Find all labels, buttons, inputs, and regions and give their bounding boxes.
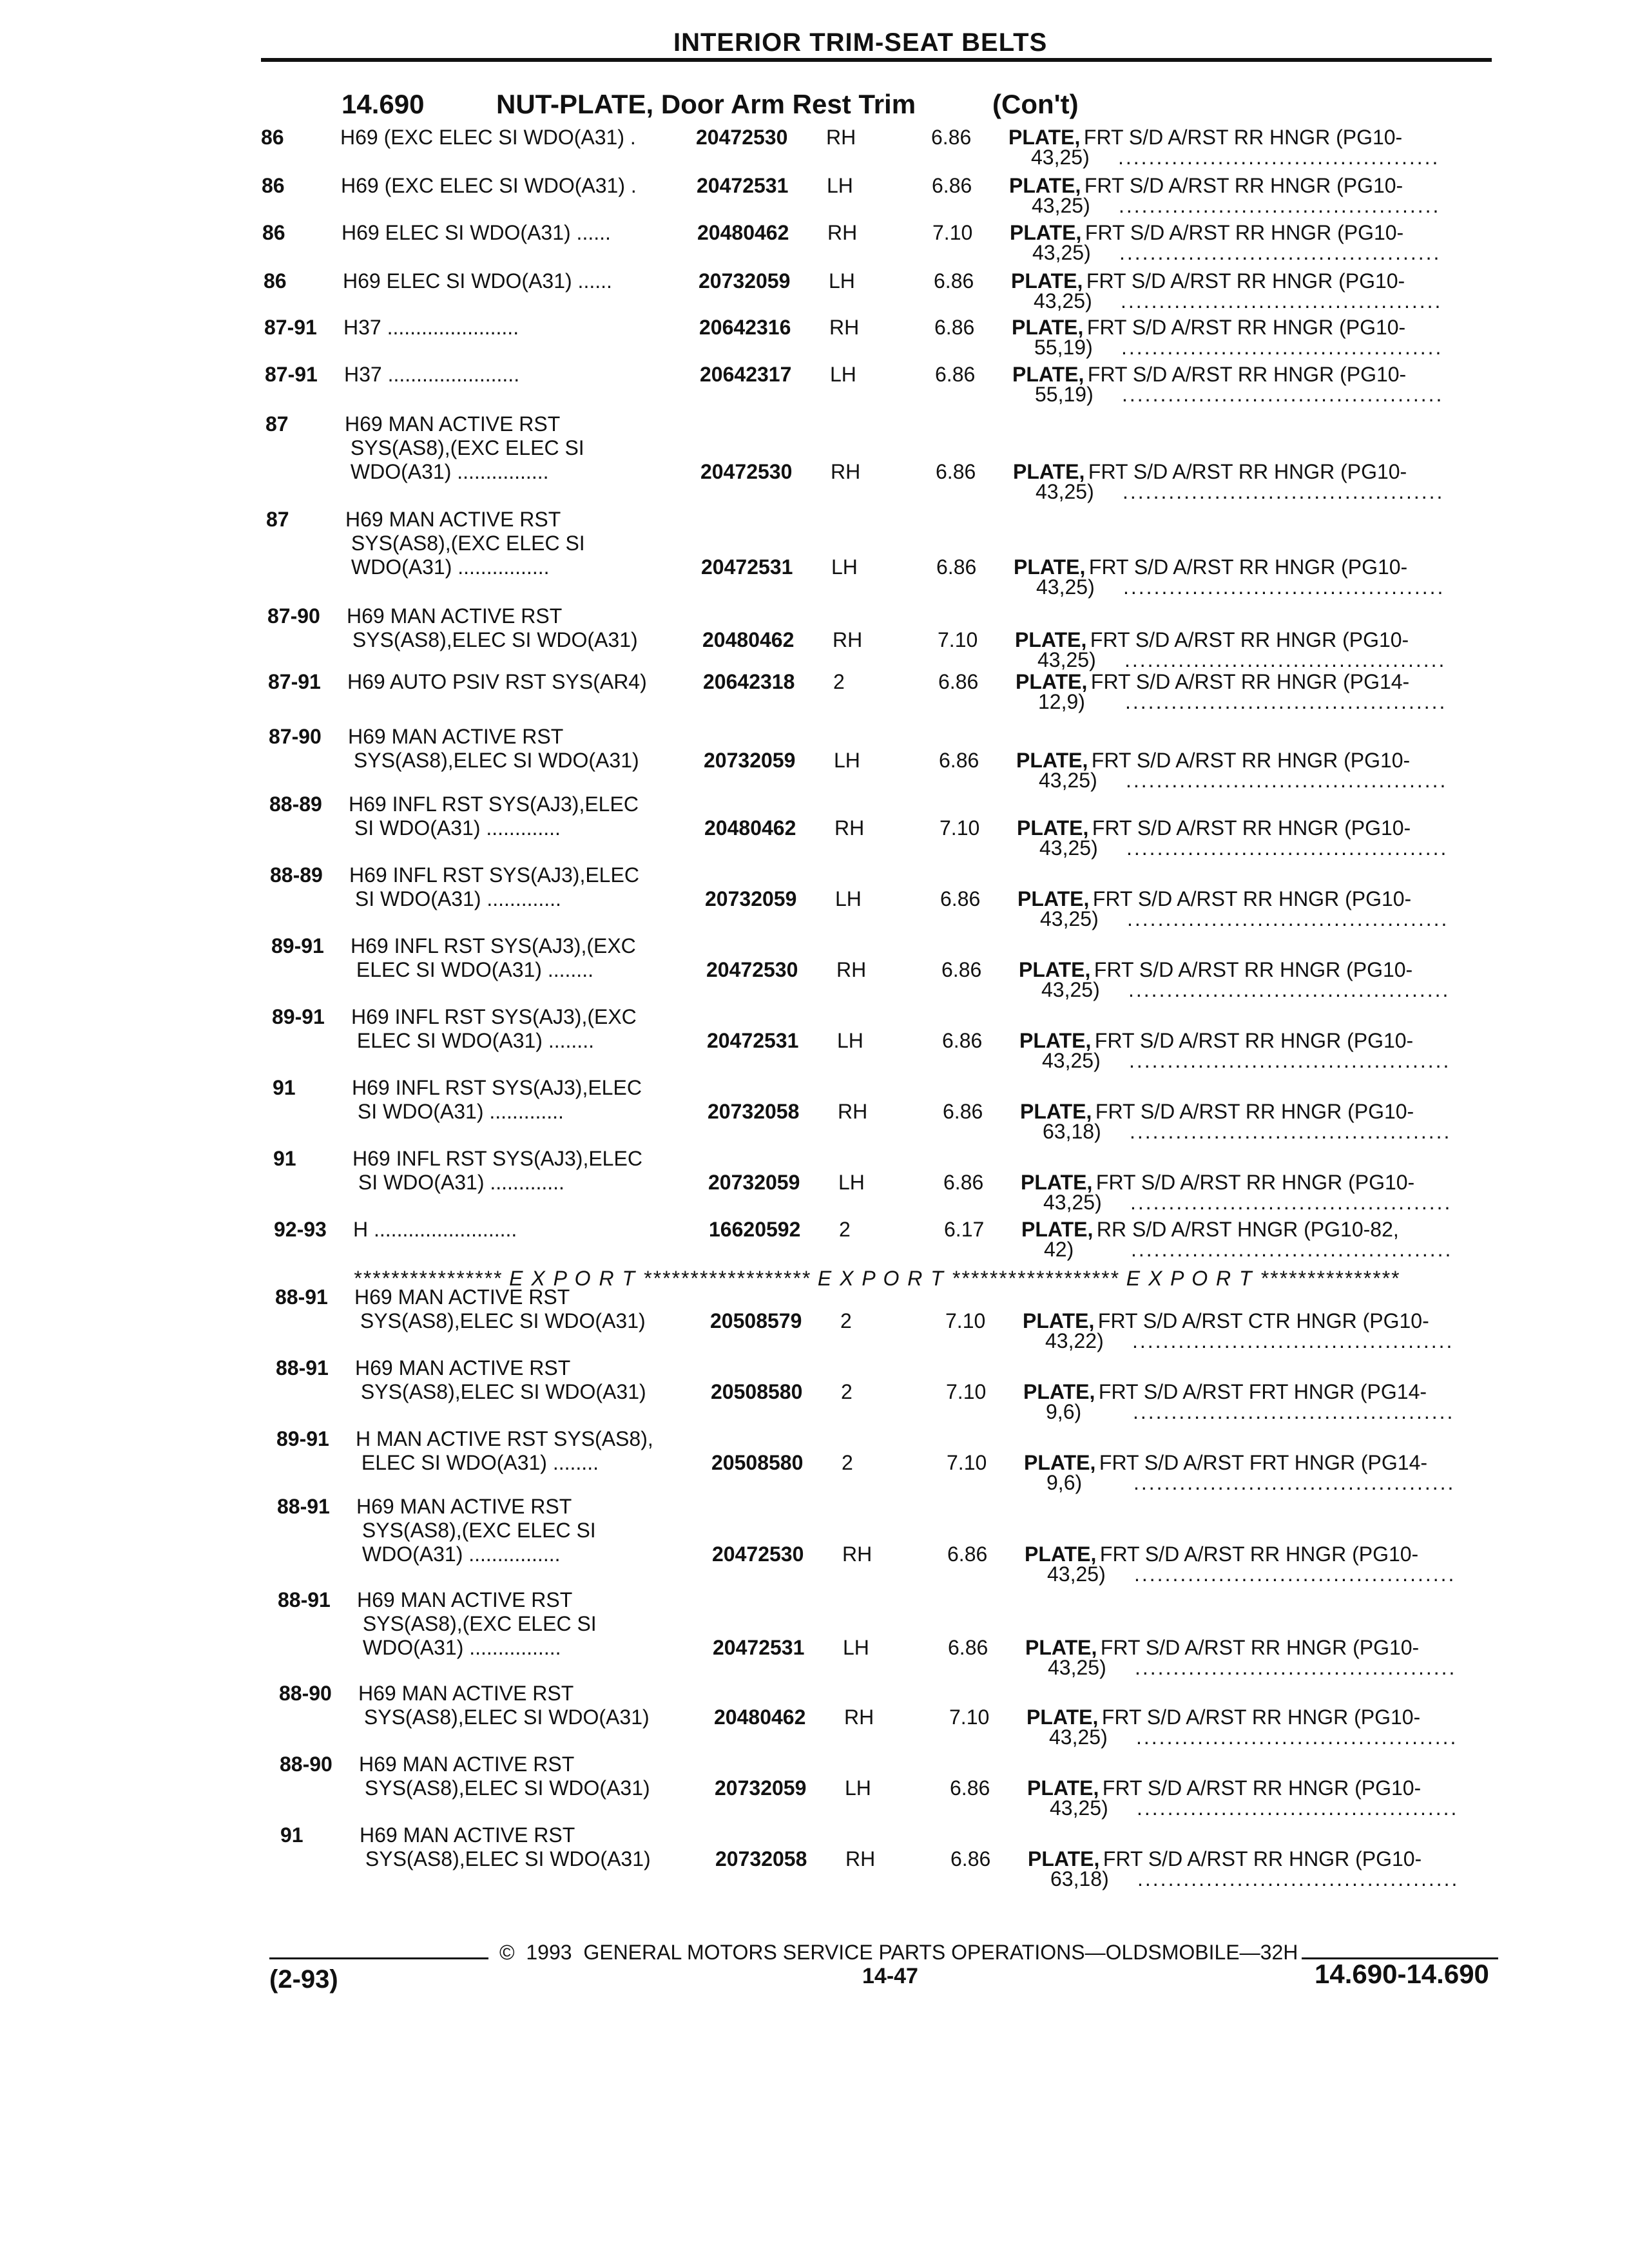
price: 6.86 (935, 363, 976, 386)
page-reference: 43,22) (1045, 1329, 1104, 1352)
part-description: FRT S/D A/RST RR HNGR (PG10- (1083, 555, 1408, 579)
model-year: 86 (264, 269, 287, 293)
page-header-title: INTERIOR TRIM-SEAT BELTS (673, 28, 1048, 57)
description-line: SI WDO(A31) ............. (352, 1100, 570, 1123)
part-number: 20732059 (705, 887, 797, 910)
part-description: FRT S/D A/RST RR HNGR (PG10- (1090, 1171, 1415, 1194)
part-name: PLATE, (1012, 363, 1084, 386)
page-reference: 43,25) (1037, 648, 1096, 671)
page-reference: 42) (1044, 1238, 1074, 1261)
description-line: H37 ....................... (343, 316, 525, 339)
description-line: H37 ....................... (344, 363, 525, 386)
quantity: RH (842, 1542, 872, 1566)
price: 6.17 (944, 1218, 985, 1241)
page-reference: 12,9) (1038, 690, 1085, 713)
page-reference: 55,19) (1034, 336, 1093, 359)
part-name: PLATE, (1011, 269, 1083, 293)
part-description: FRT S/D A/RST RR HNGR (PG10- (1094, 1542, 1419, 1566)
leader-dots: .......................................... (1133, 1471, 1456, 1494)
leader-dots: .......................................... (1119, 241, 1441, 264)
page-reference: 43,25) (1049, 1725, 1108, 1749)
part-description: FRT S/D A/RST RR HNGR (PG10- (1095, 1636, 1420, 1659)
quantity: LH (837, 1029, 863, 1052)
table-row (0, 174, 1629, 222)
part-number: 20732059 (699, 269, 791, 293)
price: 6.86 (931, 126, 972, 149)
page-reference: 43,25) (1047, 1562, 1106, 1586)
part-name: PLATE, (1014, 555, 1086, 579)
part-name: PLATE, (1027, 1776, 1099, 1800)
quantity: RH (833, 628, 863, 651)
price: 7.10 (947, 1451, 987, 1474)
description-line: SYS(AS8),ELEC SI WDO(A31) (359, 1776, 650, 1800)
description-line: H69 MAN ACTIVE RST (354, 1285, 570, 1309)
part-description: FRT S/D A/RST RR HNGR (PG10- (1097, 1776, 1422, 1800)
model-year: 86 (261, 126, 284, 149)
part-number: 20732058 (715, 1847, 807, 1870)
leader-dots: .......................................... (1126, 836, 1449, 860)
description-line: SYS(AS8),(EXC ELEC SI (345, 436, 584, 459)
description-line: H ......................... (353, 1218, 523, 1241)
price: 6.86 (936, 460, 976, 483)
description-line: SYS(AS8),(EXC ELEC SI (356, 1519, 596, 1542)
description-line: H69 INFL RST SYS(AJ3),ELEC (349, 793, 639, 816)
model-year: 87-90 (269, 725, 322, 748)
description-line: SI WDO(A31) ............. (349, 816, 566, 840)
price: 6.86 (934, 316, 975, 339)
model-year: 92-93 (274, 1218, 327, 1241)
page-reference: 43,25) (1039, 836, 1098, 860)
price: 6.86 (934, 269, 974, 293)
model-year: 89-91 (272, 1005, 325, 1028)
page-reference: 43,25) (1031, 146, 1090, 169)
price: 6.86 (942, 1029, 983, 1052)
page-reference: 43,25) (1039, 769, 1097, 792)
footer-rule-left (269, 1957, 488, 1959)
quantity: 2 (841, 1380, 853, 1403)
description-line: H69 MAN ACTIVE RST (347, 604, 563, 628)
leader-dots: .......................................... (1125, 690, 1447, 713)
description-line: H69 (EXC ELEC SI WDO(A31) . (340, 126, 642, 149)
table-row (0, 604, 1629, 671)
part-number: 20472530 (706, 958, 798, 981)
page-reference: 43,25) (1042, 1049, 1101, 1072)
part-name: PLATE, (1009, 174, 1081, 197)
part-description: FRT S/D A/RST RR HNGR (PG10- (1086, 816, 1411, 840)
leader-dots: .......................................... (1121, 336, 1443, 359)
part-name: PLATE, (1021, 1218, 1094, 1241)
table-row (0, 1753, 1629, 1820)
part-number: 20642316 (699, 316, 791, 339)
quantity: LH (843, 1636, 869, 1659)
part-name: PLATE, (1020, 1100, 1092, 1123)
page-reference: 55,19) (1035, 383, 1094, 406)
part-description: FRT S/D A/RST RR HNGR (PG10- (1083, 460, 1407, 483)
description-line: H69 MAN ACTIVE RST (345, 508, 561, 531)
leader-dots: .......................................... (1126, 769, 1448, 792)
description-line: SYS(AS8),(EXC ELEC SI (345, 532, 585, 555)
part-number: 20480462 (702, 628, 795, 651)
description-line: SYS(AS8),ELEC SI WDO(A31) (354, 1309, 646, 1332)
table-row (0, 725, 1629, 792)
model-year: 87-91 (265, 363, 318, 386)
part-description: FRT S/D A/RST RR HNGR (PG10- (1086, 749, 1411, 772)
part-number: 20472531 (713, 1636, 805, 1659)
part-description: FRT S/D A/RST RR HNGR (PG10- (1096, 1706, 1421, 1729)
section-name: NUT-PLATE, Door Arm Rest Trim (496, 89, 916, 119)
page-reference: 43,25) (1041, 978, 1100, 1001)
description-line: WDO(A31) ................ (357, 1636, 567, 1659)
description-line: SYS(AS8),ELEC SI WDO(A31) (347, 628, 638, 651)
description-line: H69 MAN ACTIVE RST (348, 725, 564, 748)
description-line: H69 MAN ACTIVE RST (358, 1682, 574, 1705)
part-description: FRT S/D A/RST RR HNGR (PG10- (1090, 1100, 1414, 1123)
page-reference: 43,25) (1050, 1796, 1108, 1820)
table-row (0, 1427, 1629, 1494)
part-number: 20508580 (711, 1380, 803, 1403)
section-continued: (Con't) (992, 89, 1079, 119)
description-line: H69 INFL RST SYS(AJ3),ELEC (349, 863, 639, 887)
description-line: H69 ELEC SI WDO(A31) ...... (343, 269, 618, 293)
model-year: 87 (266, 508, 289, 531)
description-line: SYS(AS8),ELEC SI WDO(A31) (360, 1847, 651, 1870)
model-year: 87-91 (268, 670, 321, 693)
description-line: SYS(AS8),ELEC SI WDO(A31) (348, 749, 639, 772)
description-line: H69 MAN ACTIVE RST (359, 1753, 575, 1776)
table-row (0, 1682, 1629, 1749)
table-row (0, 269, 1629, 317)
page-reference: 9,6) (1046, 1471, 1083, 1494)
table-row (0, 1218, 1629, 1265)
table-row (0, 1147, 1629, 1214)
model-year: 86 (262, 174, 285, 197)
page-reference: 43,25) (1036, 575, 1095, 599)
price: 6.86 (943, 1100, 983, 1123)
part-description: FRT S/D A/RST RR HNGR (PG10- (1087, 887, 1412, 910)
description-line: ELEC SI WDO(A31) ........ (351, 1029, 600, 1052)
description-line: WDO(A31) ................ (345, 555, 555, 579)
price: 7.10 (945, 1309, 986, 1332)
description-line: H69 INFL RST SYS(AJ3),ELEC (352, 1147, 642, 1170)
quantity: LH (827, 174, 853, 197)
part-description: FRT S/D A/RST RR HNGR (PG10- (1088, 958, 1413, 981)
leader-dots: .......................................... (1122, 383, 1444, 406)
quantity: LH (838, 1171, 865, 1194)
table-row (0, 221, 1629, 269)
part-name: PLATE, (1013, 460, 1085, 483)
part-description: FRT S/D A/RST RR HNGR (PG10- (1081, 316, 1406, 339)
part-name: PLATE, (1010, 221, 1082, 244)
quantity: RH (829, 316, 860, 339)
model-year: 88-90 (280, 1753, 333, 1776)
table-row (0, 863, 1629, 930)
model-year: 87-90 (267, 604, 320, 628)
quantity: 2 (833, 670, 845, 693)
part-description: FRT S/D A/RST FRT HNGR (PG14- (1093, 1380, 1427, 1403)
model-year: 89-91 (276, 1427, 329, 1450)
table-row (0, 1285, 1629, 1352)
part-number: 20472530 (700, 460, 793, 483)
model-year: 91 (273, 1147, 296, 1170)
model-year: 88-91 (276, 1356, 329, 1379)
part-number: 20508579 (710, 1309, 802, 1332)
leader-dots: .......................................... (1137, 1796, 1459, 1820)
page-reference: 43,25) (1032, 194, 1090, 217)
header-rule (261, 58, 1492, 62)
leader-dots: .......................................... (1133, 1400, 1455, 1423)
quantity: RH (827, 221, 858, 244)
leader-dots: .......................................... (1137, 1867, 1460, 1890)
description-line: H69 ELEC SI WDO(A31) ...... (342, 221, 617, 244)
leader-dots: .......................................... (1136, 1725, 1458, 1749)
page-reference: 43,25) (1040, 907, 1099, 930)
model-year: 87-91 (264, 316, 317, 339)
model-year: 88-89 (269, 793, 322, 816)
part-name: PLATE, (1016, 749, 1088, 772)
quantity: LH (845, 1776, 871, 1800)
part-description: FRT S/D A/RST RR HNGR (PG14- (1085, 670, 1410, 693)
section-number: 14.690 (342, 89, 425, 119)
table-row (0, 1356, 1629, 1423)
part-name: PLATE, (1024, 1451, 1096, 1474)
part-name: PLATE, (1023, 1380, 1095, 1403)
part-number: 20642317 (700, 363, 792, 386)
export-separator: **************** E X P O R T ****************** E X P O R T ****************** E X P O R T *************** (353, 1267, 1400, 1290)
leader-dots: .......................................... (1130, 1120, 1452, 1143)
quantity: LH (830, 363, 856, 386)
part-description: FRT S/D A/RST RR HNGR (PG10- (1084, 628, 1409, 651)
part-description: FRT S/D A/RST FRT HNGR (PG14- (1094, 1451, 1428, 1474)
part-number: 20732058 (708, 1100, 800, 1123)
footer-copyright: © 1993 GENERAL MOTORS SERVICE PARTS OPERATIONS—OLDSMOBILE—32H (499, 1941, 1298, 1964)
description-line: H MAN ACTIVE RST SYS(AS8), (356, 1427, 653, 1450)
part-number: 16620592 (709, 1218, 801, 1241)
price: 7.10 (949, 1706, 990, 1729)
leader-dots: .......................................... (1135, 1656, 1457, 1679)
quantity: 2 (840, 1309, 852, 1332)
description-line: SI WDO(A31) ............. (352, 1171, 570, 1194)
part-number: 20472531 (697, 174, 789, 197)
part-name: PLATE, (1015, 628, 1087, 651)
page-reference: 43,25) (1043, 1191, 1102, 1214)
part-name: PLATE, (1017, 887, 1090, 910)
price: 6.86 (950, 1847, 991, 1870)
description-line: H69 INFL RST SYS(AJ3),(EXC (351, 1005, 637, 1028)
model-year: 88-90 (279, 1682, 332, 1705)
page-reference: 9,6) (1046, 1400, 1082, 1423)
page-reference: 43,25) (1048, 1656, 1106, 1679)
part-description: FRT S/D A/RST RR HNGR (PG10- (1079, 174, 1403, 197)
model-year: 91 (273, 1076, 296, 1099)
leader-dots: .......................................... (1123, 480, 1445, 503)
table-row (0, 1005, 1629, 1072)
price: 6.86 (950, 1776, 990, 1800)
quantity: LH (835, 887, 862, 910)
part-description: FRT S/D A/RST CTR HNGR (PG10- (1092, 1309, 1429, 1332)
description-line: H69 AUTO PSIV RST SYS(AR4) (347, 670, 647, 693)
quantity: RH (831, 460, 861, 483)
page-reference: 43,25) (1034, 289, 1092, 312)
leader-dots: .......................................... (1134, 1562, 1456, 1586)
price: 6.86 (943, 1171, 984, 1194)
part-name: PLATE, (1025, 1636, 1097, 1659)
part-description: FRT S/D A/RST RR HNGR (PG10- (1089, 1029, 1414, 1052)
description-line: ELEC SI WDO(A31) ........ (356, 1451, 604, 1474)
table-row (0, 126, 1629, 173)
description-line: SYS(AS8),ELEC SI WDO(A31) (355, 1380, 646, 1403)
price: 6.86 (939, 749, 979, 772)
leader-dots: .......................................... (1131, 1238, 1453, 1261)
quantity: RH (826, 126, 856, 149)
description-line: SI WDO(A31) ............. (349, 887, 567, 910)
part-description: FRT S/D A/RST RR HNGR (PG10- (1078, 126, 1403, 149)
page-reference: 43,25) (1036, 480, 1094, 503)
description-line: H69 (EXC ELEC SI WDO(A31) . (341, 174, 642, 197)
table-row (0, 508, 1629, 599)
footer-date: (2-93) (269, 1965, 338, 1994)
table-row (0, 670, 1629, 718)
footer-range: 14.690-14.690 (1315, 1959, 1489, 1989)
part-name: PLATE, (1019, 1029, 1092, 1052)
quantity: 2 (839, 1218, 851, 1241)
description-line: WDO(A31) ................ (356, 1542, 566, 1566)
part-number: 20642318 (703, 670, 795, 693)
part-number: 20732059 (704, 749, 796, 772)
table-row (0, 1588, 1629, 1679)
part-description: FRT S/D A/RST RR HNGR (PG10- (1079, 221, 1404, 244)
quantity: LH (834, 749, 860, 772)
part-name: PLATE, (1017, 816, 1089, 840)
table-row (0, 412, 1629, 503)
leader-dots: .......................................... (1127, 907, 1449, 930)
description-line: SYS(AS8),(EXC ELEC SI (357, 1612, 597, 1635)
part-name: PLATE, (1028, 1847, 1100, 1870)
description-line: H69 MAN ACTIVE RST (360, 1823, 575, 1847)
table-row (0, 793, 1629, 860)
quantity: LH (829, 269, 855, 293)
leader-dots: .......................................... (1128, 978, 1451, 1001)
quantity: RH (836, 958, 867, 981)
leader-dots: .......................................... (1121, 289, 1443, 312)
part-name: PLATE, (1008, 126, 1081, 149)
part-number: 20732059 (715, 1776, 807, 1800)
leader-dots: .......................................... (1129, 1049, 1451, 1072)
part-name: PLATE, (1025, 1542, 1097, 1566)
model-year: 89-91 (271, 934, 324, 957)
quantity: 2 (842, 1451, 853, 1474)
part-description: FRT S/D A/RST RR HNGR (PG10- (1081, 269, 1405, 293)
part-description: FRT S/D A/RST RR HNGR (PG10- (1082, 363, 1407, 386)
part-description: FRT S/D A/RST RR HNGR (PG10- (1097, 1847, 1422, 1870)
description-line: H69 MAN ACTIVE RST (356, 1495, 572, 1518)
table-row (0, 363, 1629, 410)
part-name: PLATE, (1012, 316, 1084, 339)
price: 6.86 (947, 1542, 988, 1566)
part-name: PLATE, (1016, 670, 1088, 693)
leader-dots: .......................................... (1130, 1191, 1452, 1214)
part-number: 20472531 (707, 1029, 799, 1052)
page-reference: 43,25) (1032, 241, 1091, 264)
part-name: PLATE, (1023, 1309, 1095, 1332)
part-number: 20472531 (701, 555, 793, 579)
part-name: PLATE, (1021, 1171, 1093, 1194)
table-row (0, 1823, 1629, 1890)
description-line: H69 MAN ACTIVE RST (355, 1356, 571, 1379)
model-year: 88-91 (275, 1285, 328, 1309)
price: 6.86 (932, 174, 972, 197)
leader-dots: .......................................... (1118, 146, 1440, 169)
model-year: 86 (262, 221, 285, 244)
part-number: 20480462 (704, 816, 796, 840)
price: 6.86 (938, 670, 979, 693)
part-number: 20472530 (712, 1542, 804, 1566)
price: 6.86 (941, 958, 982, 981)
model-year: 91 (280, 1823, 304, 1847)
description-line: H69 MAN ACTIVE RST (345, 412, 561, 436)
model-year: 88-91 (278, 1588, 331, 1611)
model-year: 87 (265, 412, 289, 436)
quantity: RH (845, 1847, 876, 1870)
model-year: 88-89 (270, 863, 323, 887)
price: 7.10 (946, 1380, 987, 1403)
leader-dots: .......................................... (1132, 1329, 1454, 1352)
part-number: 20480462 (714, 1706, 806, 1729)
quantity: RH (844, 1706, 874, 1729)
part-number: 20732059 (708, 1171, 800, 1194)
price: 6.86 (936, 555, 977, 579)
table-row (0, 1495, 1629, 1586)
leader-dots: .......................................... (1123, 575, 1445, 599)
page-reference: 63,18) (1043, 1120, 1101, 1143)
part-number: 20508580 (711, 1451, 804, 1474)
part-number: 20472530 (696, 126, 788, 149)
description-line: H69 MAN ACTIVE RST (357, 1588, 573, 1611)
leader-dots: .......................................... (1124, 648, 1447, 671)
table-row (0, 934, 1629, 1001)
description-line: ELEC SI WDO(A31) ........ (351, 958, 599, 981)
price: 6.86 (948, 1636, 988, 1659)
description-line: SYS(AS8),ELEC SI WDO(A31) (358, 1706, 650, 1729)
price: 6.86 (940, 887, 981, 910)
leader-dots: .......................................... (1119, 194, 1441, 217)
part-name: PLATE, (1027, 1706, 1099, 1729)
quantity: RH (834, 816, 865, 840)
price: 7.10 (932, 221, 973, 244)
model-year: 88-91 (277, 1495, 330, 1518)
page-reference: 63,18) (1050, 1867, 1109, 1890)
table-row (0, 316, 1629, 363)
footer-page-number: 14-47 (862, 1964, 918, 1988)
description-line: WDO(A31) ................ (345, 460, 555, 483)
part-description: RR S/D A/RST HNGR (PG10-82, (1091, 1218, 1399, 1241)
price: 7.10 (938, 628, 978, 651)
part-name: PLATE, (1019, 958, 1091, 981)
description-line: H69 INFL RST SYS(AJ3),(EXC (351, 934, 636, 957)
table-row (0, 1076, 1629, 1143)
part-number: 20480462 (697, 221, 789, 244)
description-line: H69 INFL RST SYS(AJ3),ELEC (352, 1076, 642, 1099)
price: 7.10 (940, 816, 980, 840)
quantity: RH (838, 1100, 868, 1123)
quantity: LH (831, 555, 858, 579)
